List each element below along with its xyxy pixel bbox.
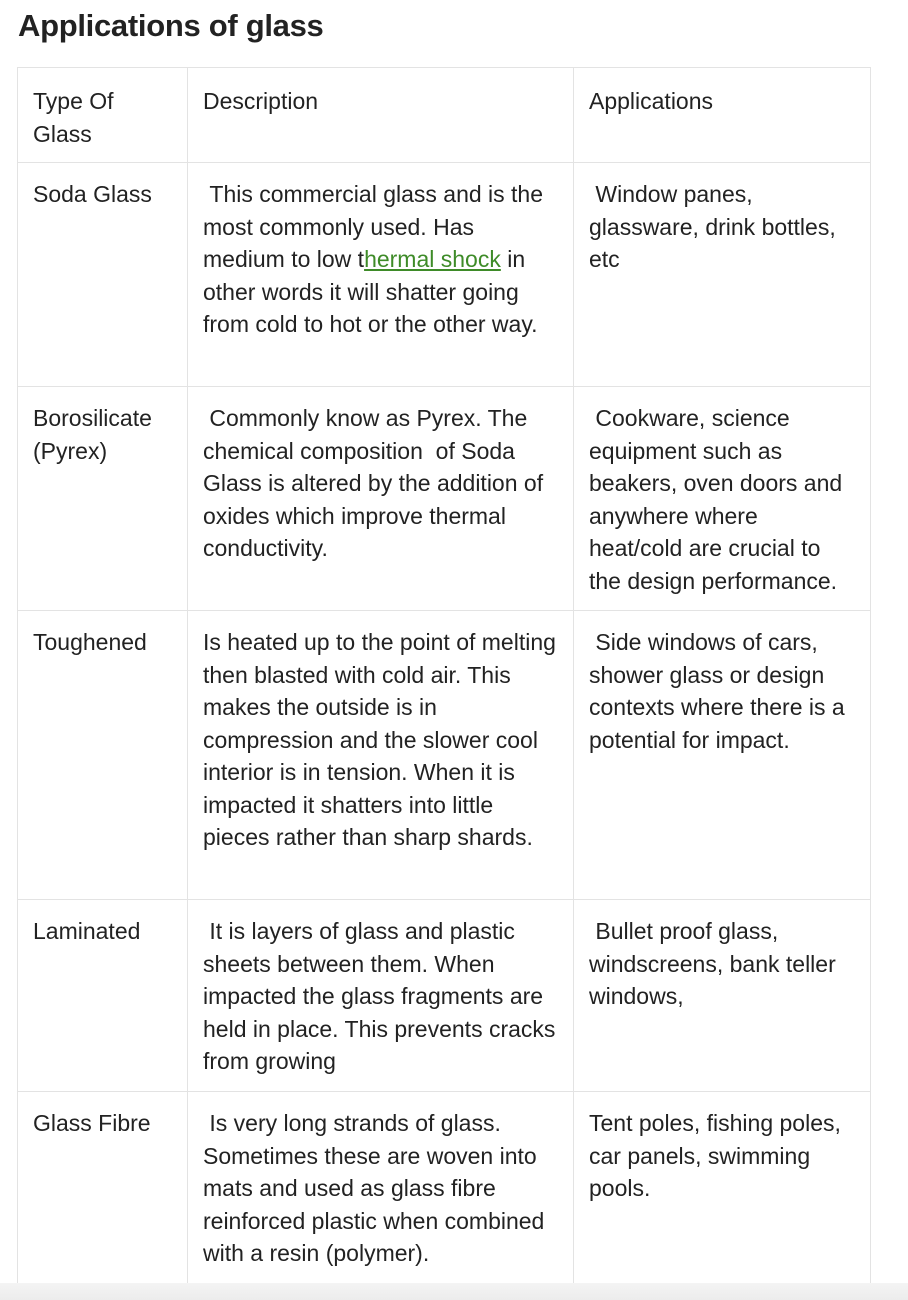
thermal-shock-link[interactable]: hermal shock [364,246,501,272]
table-header-row [18,68,871,163]
description-cell: Is heated up to the point of melting then blasted with cold air. This makes the outside is in compression and the slower cool interior is in tension. When it is impacted it shatters into little pieces rather than sharp shards. [188,611,574,900]
description-cell: Is very long strands of glass. Sometimes these are woven into mats and used as glass fibre reinforced plastic when combined with a resin (polymer). [188,1092,574,1284]
applications-cell: Tent poles, fishing poles, car panels, swimming pools. [574,1092,871,1284]
glass-type-cell: Soda Glass [18,163,188,387]
table-row [18,900,871,1092]
applications-cell: Bullet proof glass, windscreens, bank teller windows, [574,900,871,1092]
page-bottom-edge [0,1283,908,1300]
header-applications: Applications [574,68,871,163]
table-row [18,611,871,900]
glass-applications-table [17,67,871,1284]
applications-cell: Cookware, science equipment such as beakers, oven doors and anywhere where heat/cold are crucial to the design performance. [574,387,871,611]
table-row [18,163,871,387]
description-text: in other words it will shatter going from cold to hot or the other way. [203,246,538,337]
applications-cell: Window panes, glassware, drink bottles, etc [574,163,871,387]
description-text: This commercial glass and is the most commonly used. Has medium to low t [203,181,550,272]
glass-type-cell: Glass Fibre [18,1092,188,1284]
applications-cell: Side windows of cars, shower glass or design contexts where there is a potential for impact. [574,611,871,900]
description-cell [188,163,574,387]
table-row [18,1092,871,1284]
page-title: Applications of glass [18,8,324,43]
glass-type-cell: Laminated [18,900,188,1092]
glass-type-cell: Toughened [18,611,188,900]
description-cell: It is layers of glass and plastic sheets between them. When impacted the glass fragments are held in place. This prevents cracks from growing [188,900,574,1092]
table-row [18,387,871,611]
description-cell: Commonly know as Pyrex. The chemical composition of Soda Glass is altered by the addition of oxides which improve thermal conductivity. [188,387,574,611]
glass-type-cell: Borosilicate (Pyrex) [18,387,188,611]
header-type-of-glass: Type Of Glass [18,68,188,163]
header-description: Description [188,68,574,163]
